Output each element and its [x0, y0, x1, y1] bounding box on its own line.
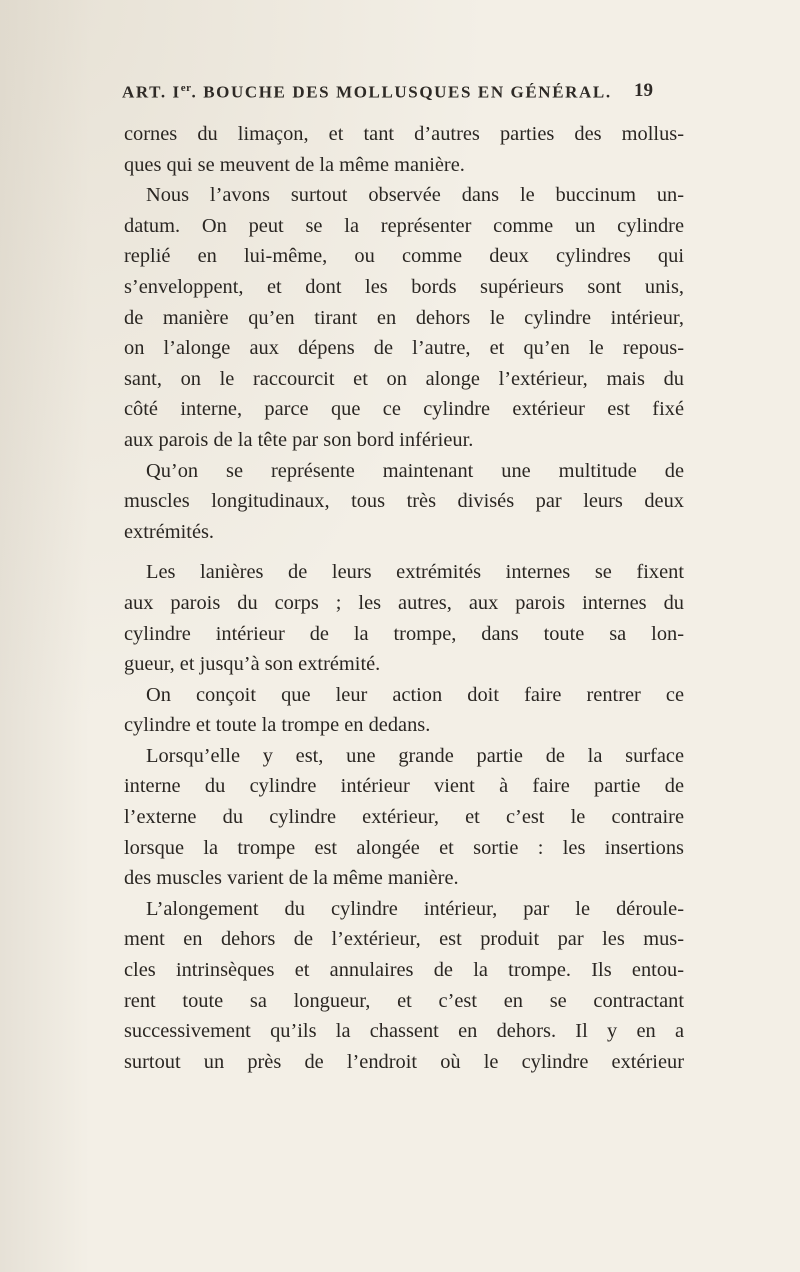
text-line: cylindre intérieur de la trompe, dans toute sa lon-: [124, 622, 684, 645]
text-line: L’alongement du cylindre intérieur, par le déroule-: [146, 897, 684, 920]
text-line: des muscles varient de la même manière.: [124, 867, 459, 890]
paragraph-gap: [124, 547, 684, 557]
text-line: rent toute sa longueur, et c’est en se contractant: [124, 989, 684, 1012]
text-line: cles intrinsèques et annulaires de la trompe. Ils entou-: [124, 959, 684, 982]
text-line: muscles longitudinaux, tous très divisés par leurs deux: [124, 490, 684, 513]
text-line: Qu’on se représente maintenant une multitude de: [146, 459, 684, 482]
text-line: ques qui se meuvent de la même manière.: [124, 153, 465, 176]
running-head-superscript: er: [180, 82, 192, 94]
text-line: cylindre et toute la trompe en dedans.: [124, 714, 431, 737]
text-line: datum. On peut se la représenter comme un cylindre: [124, 214, 684, 237]
text-line: ment en dehors de l’extérieur, est produit par les mus-: [124, 928, 684, 951]
running-head-prefix: ART. I: [122, 82, 181, 102]
text-line: on l’alonge aux dépens de l’autre, et qu’en le repous-: [124, 337, 684, 360]
text-line: Lorsqu’elle y est, une grande partie de la surface: [146, 744, 684, 767]
text-line: aux parois de la tête par son bord inférieur.: [124, 428, 474, 451]
page-number: 19: [634, 80, 653, 101]
text-line: successivement qu’ils la chassent en dehors. Il y en a: [124, 1020, 684, 1043]
text-line: surtout un près de l’endroit où le cylindre extérieur: [124, 1050, 684, 1073]
text-line: replié en lui-même, ou comme deux cylindres qui: [124, 245, 684, 268]
running-head-title: . BOUCHE DES MOLLUSQUES EN GÉNÉRAL.: [191, 82, 612, 102]
text-line: côté interne, parce que ce cylindre extérieur est fixé: [124, 398, 684, 421]
text-line: sant, on le raccourcit et on alonge l’extérieur, mais du: [124, 367, 684, 390]
text-line: On conçoit que leur action doit faire rentrer ce: [146, 683, 684, 706]
text-line: extrémités.: [124, 520, 215, 543]
text-line: Les lanières de leurs extrémités internes se fixent: [146, 561, 684, 584]
text-line: l’externe du cylindre extérieur, et c’est le contraire: [124, 806, 684, 829]
running-head: [122, 82, 682, 103]
text-line: Nous l’avons surtout observée dans le buccinum un-: [146, 184, 684, 207]
text-line: cornes du limaçon, et tant d’autres parties des mollus-: [124, 123, 684, 145]
text-line: s’enveloppent, et dont les bords supérieurs sont unis,: [124, 275, 684, 298]
text-line: interne du cylindre intérieur vient à faire partie de: [124, 775, 684, 798]
body-text: [124, 119, 684, 1077]
text-line: aux parois du corps ; les autres, aux parois internes du: [124, 591, 684, 614]
text-line: de manière qu’en tirant en dehors le cylindre intérieur,: [124, 306, 684, 329]
text-line: gueur, et jusqu’à son extrémité.: [124, 653, 381, 676]
text-line: lorsque la trompe est alongée et sortie : les insertions: [124, 836, 684, 859]
